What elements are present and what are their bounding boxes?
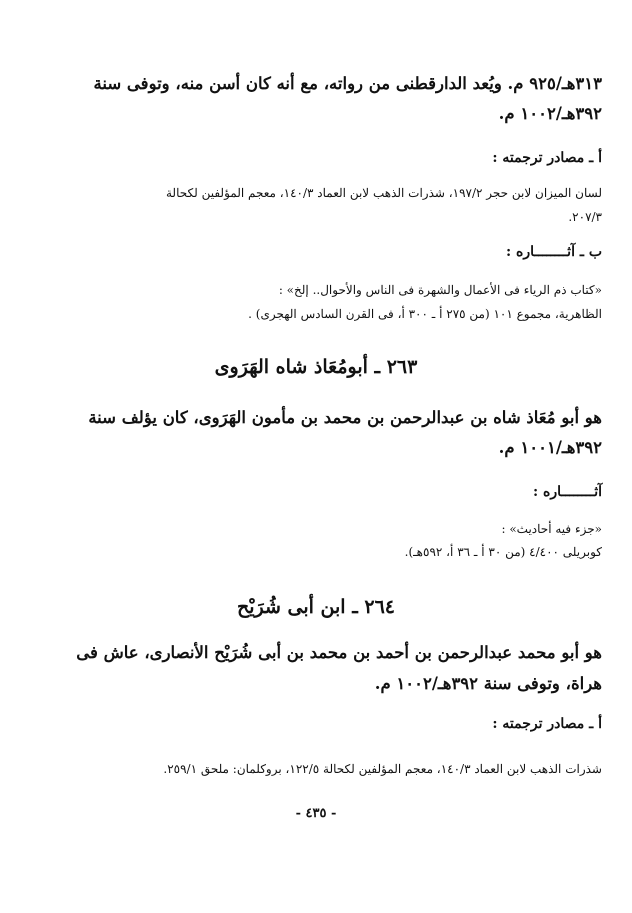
entry-264-bio-line-2: هراة، وتوفى سنة ٣٩٢هـ/١٠٠٢ م. (374, 674, 602, 693)
works-line-2: الظاهرية، مجموع ١٠١ (من ٢٧٥ أ ـ ٣٠٠ أ، فى القرن السادس الهجرى) . (248, 307, 602, 321)
sources-heading: أ ـ مصادر ترجمته : (492, 150, 602, 166)
entry-264-sources-line-1: شذرات الذهب لابن العماد ١٤٠/٣، معجم المؤلفين لكحالة ١٢٢/٥، بروكلمان: ملحق ٢٥٩/١. (163, 762, 602, 776)
entry-263-works-line-2: كوبريلى ٤/٤٠٠ (من ٣٠ أ ـ ٣٦ أ، ٥٩٢هـ). (404, 545, 602, 559)
continuation-line-2: ٣٩٢هـ/١٠٠٢ م. (498, 104, 602, 123)
continuation-line-1: ٣١٣هـ/٩٢٥ م. ويُعد الدارقطنى من رواته، مع أنه كان أسن منه، وتوفى سنة (93, 74, 602, 93)
sources-line-2: ٢٠٧/٣. (568, 210, 602, 224)
page-number: - ٤٣٥ - (295, 806, 337, 821)
entry-263-title: ٢٦٣ ـ أبومُعَاذ شاه الهَرَوى (214, 356, 418, 378)
entry-264-sources-heading: أ ـ مصادر ترجمته : (492, 716, 602, 732)
entry-263-bio-line-1: هو أبو مُعَاذ شاه بن عبدالرحمن بن محمد بن مأمون الهَرَوى، كان يؤلف سنة (88, 408, 602, 427)
entry-264-bio-line-1: هو أبو محمد عبدالرحمن بن أحمد بن محمد بن أبى شُرَيْح الأنصارى، عاش فى (76, 643, 602, 662)
entry-264-title: ٢٦٤ ـ ابن أبى شُرَيْح (236, 596, 396, 618)
entry-263-bio-line-2: ٣٩٢هـ/١٠٠١ م. (498, 438, 602, 457)
works-line-1: «كتاب ذم الرياء فى الأعمال والشهرة فى الناس والأحوال.. إلخ» : (278, 283, 602, 297)
works-heading: ب ـ آثــــــــاره : (505, 244, 602, 260)
entry-263-works-heading: آثــــــــاره : (532, 484, 602, 500)
sources-line-1: لسان الميزان لابن حجر ١٩٧/٢، شذرات الذهب لابن العماد ١٤٠/٣، معجم المؤلفين لكحالة (166, 186, 602, 200)
entry-263-works-line-1: «جزء فيه أحاديث» : (501, 522, 602, 536)
